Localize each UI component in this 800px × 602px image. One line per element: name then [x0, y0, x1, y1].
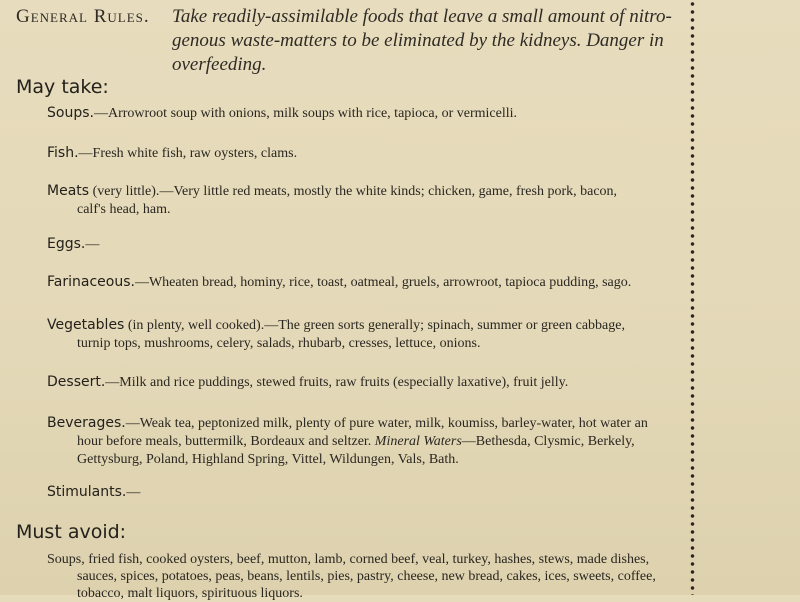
eggs-entry: [47, 235, 677, 254]
must-avoid-entry: [47, 551, 679, 602]
must-avoid-heading: Must avoid:: [16, 521, 127, 543]
stimulants-label: Stimulants.: [47, 484, 127, 500]
beverages-entry: [47, 414, 677, 469]
farinaceous-label: Farinaceous.: [47, 274, 135, 290]
vegetables-entry: [47, 316, 677, 353]
perforation-dots: [689, 0, 696, 595]
meats-text: —Very little red meats, mostly the white kinds; chicken, game, fresh pork, bacon,: [159, 184, 618, 199]
eggs-label: Eggs.: [47, 236, 86, 252]
soups-label: Soups.: [47, 105, 94, 121]
beverages-text: —Weak tea, peptonized milk, plenty of pure water, milk, koumiss, barley-water, hot water an: [125, 416, 648, 431]
general-rules-line-2: genous waste-matters to be eliminated by the kidneys. Danger in: [172, 30, 664, 51]
beverages-label: Beverages.: [47, 415, 126, 431]
farinaceous-entry: [47, 273, 677, 292]
meats-entry: [47, 182, 677, 219]
fish-label: Fish.: [47, 145, 79, 161]
vegetables-text: —The green sorts generally; spinach, summer or green cabbage,: [264, 318, 625, 333]
general-rules-line-3: overfeeding.: [172, 54, 267, 75]
fish-text: —Fresh white fish, raw oysters, clams.: [78, 146, 298, 161]
beverages-continuation-1: [47, 433, 677, 451]
general-rules-line-1: Take readily-assimilable foods that leave a small amount of nitro-: [172, 6, 672, 27]
meats-label: Meats: [47, 183, 90, 199]
mineral-waters-label: Mineral Waters: [374, 434, 462, 449]
must-avoid-line-1: Soups, fried fish, cooked oysters, beef, mutton, lamb, corned beef, veal, turkey, hashes, stews, made dishes,: [47, 552, 650, 567]
dessert-label: Dessert.: [47, 374, 106, 390]
must-avoid-line-2: sauces, spices, potatoes, peas, beans, lentils, pies, pastry, cheese, new bread, cakes, ices, sweets, coffee,: [77, 569, 656, 584]
soups-text: —Arrowroot soup with onions, milk soups with rice, tapioca, or vermicelli.: [93, 106, 518, 121]
stimulants-entry: [47, 483, 677, 502]
beverages-cont-b: —Bethesda, Clysmic, Berkely,: [461, 434, 635, 449]
general-rules-label: General Rules.: [16, 6, 150, 27]
farinaceous-text: —Wheaten bread, hominy, rice, toast, oatmeal, gruels, arrowroot, tapioca pudding, sago.: [134, 275, 632, 290]
vegetables-continuation: turnip tops, mushrooms, celery, salads, rhubarb, cresses, lettuce, onions.: [77, 336, 481, 351]
eggs-text: —: [85, 237, 100, 252]
beverages-continuation-2: Gettysburg, Poland, Highland Spring, Vittel, Wildungen, Vals, Bath.: [77, 452, 459, 467]
fish-entry: [47, 144, 677, 163]
vegetables-label: Vegetables: [47, 317, 125, 333]
meats-continuation: calf's head, ham.: [77, 202, 171, 217]
beverages-cont-a: hour before meals, buttermilk, Bordeaux and seltzer.: [77, 434, 375, 449]
dessert-entry: [47, 373, 677, 392]
vegetables-note: (in plenty, well cooked).: [124, 318, 265, 333]
must-avoid-line-3: tobacco, malt liquors, spirituous liquors.: [77, 586, 303, 601]
soups-entry: [47, 104, 677, 123]
meats-note: (very little).: [89, 184, 160, 199]
dessert-text: —Milk and rice puddings, stewed fruits, raw fruits (especially laxative), fruit jelly.: [105, 375, 569, 390]
stimulants-text: —: [126, 485, 141, 500]
may-take-heading: May take:: [16, 76, 109, 98]
